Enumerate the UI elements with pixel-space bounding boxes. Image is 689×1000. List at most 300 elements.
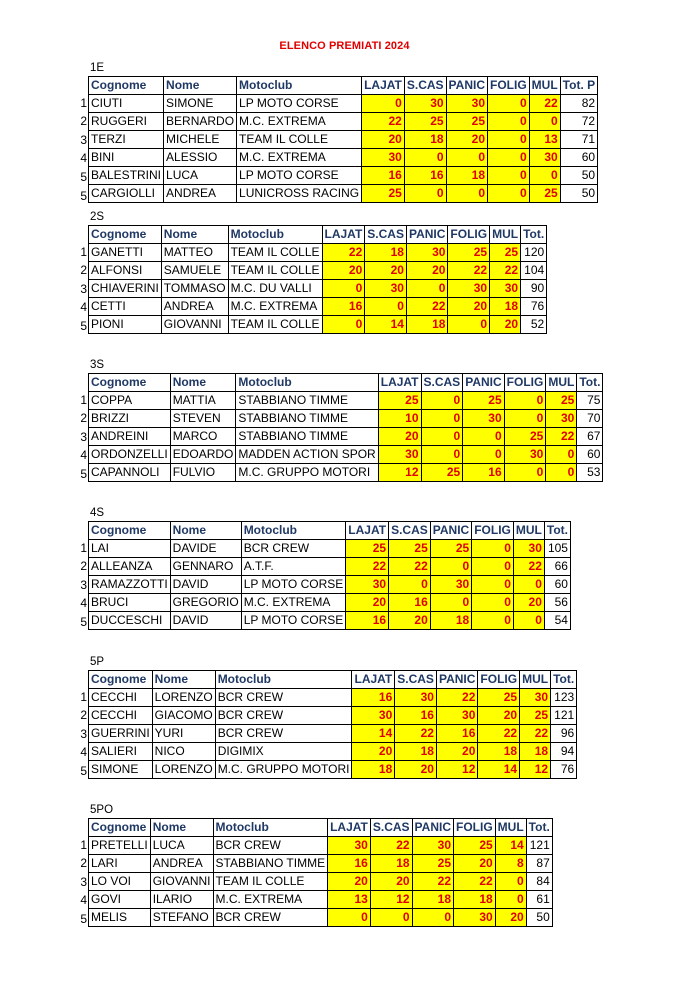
cell-score: 12 [370, 891, 412, 909]
cell-score: 30 [404, 95, 446, 113]
cell-score: 30 [446, 95, 487, 113]
table-row [89, 131, 598, 149]
cell-total: 70 [577, 410, 603, 428]
cell-nome: FULVIO [170, 464, 236, 482]
cell-motoclub: BCR CREW [215, 707, 352, 725]
header-foligno: FOLIG [478, 671, 520, 689]
table-row [89, 743, 577, 761]
cell-total: 50 [560, 167, 597, 185]
cell-total: 76 [521, 298, 547, 316]
cell-cognome: BINI [89, 149, 164, 167]
cell-motoclub: STABBIANO TIMME [236, 410, 378, 428]
cell-motoclub: M.C. EXTREMA [237, 149, 362, 167]
cell-score: 0 [365, 298, 407, 316]
table-row [89, 410, 603, 428]
table-row [89, 891, 553, 909]
header-motoclub: Motoclub [236, 374, 378, 392]
category-label: 1E [90, 62, 105, 74]
header-nome: Nome [161, 226, 228, 244]
cell-score: 16 [389, 594, 431, 612]
cell-score: 25 [504, 428, 546, 446]
cell-cognome: CIUTI [89, 95, 164, 113]
cell-score: 14 [478, 761, 520, 779]
cell-score: 25 [520, 707, 551, 725]
cell-score: 0 [472, 558, 514, 576]
cell-score: 22 [520, 725, 551, 743]
cell-nome: GIOVANNI [150, 873, 213, 891]
header-scasciano: S.CAS [404, 77, 446, 95]
cell-nome: ANDREA [161, 298, 228, 316]
cell-score: 18 [370, 855, 412, 873]
cell-nome: DAVID [170, 576, 241, 594]
cell-score: 16 [346, 612, 389, 630]
table-row [89, 167, 598, 185]
cell-cognome: TERZI [89, 131, 164, 149]
cell-motoclub: A.T.F. [241, 558, 346, 576]
table-row [89, 262, 547, 280]
cell-motoclub: STABBIANO TIMME [213, 855, 328, 873]
cell-score: 20 [436, 743, 477, 761]
cell-score: 0 [421, 410, 463, 428]
cell-cognome: LAI [89, 540, 171, 558]
cell-score: 22 [389, 558, 431, 576]
category-label: 5P [90, 656, 105, 668]
cell-cognome: GANETTI [89, 244, 162, 262]
cell-cognome: BALESTRINI [89, 167, 164, 185]
cell-score: 22 [412, 873, 453, 891]
cell-score: 0 [529, 113, 560, 131]
cell-score: 0 [446, 149, 487, 167]
cell-motoclub: LP MOTO CORSE [241, 576, 346, 594]
cell-nome: DAVID [170, 612, 241, 630]
cell-cognome: LO VOI [89, 873, 151, 891]
cell-cognome: CAPANNOLI [89, 464, 171, 482]
cell-total: 96 [551, 725, 577, 743]
cell-score: 14 [352, 725, 395, 743]
cell-score: 20 [362, 131, 405, 149]
cell-cognome: DUCCESCHI [89, 612, 171, 630]
cell-score: 22 [546, 428, 577, 446]
cell-score: 0 [362, 95, 405, 113]
rank-number: 1 [80, 244, 87, 259]
cell-score: 0 [430, 594, 471, 612]
cell-total: 120 [521, 244, 547, 262]
header-cognome: Cognome [89, 374, 171, 392]
cell-score: 22 [454, 873, 496, 891]
cell-score: 18 [446, 167, 487, 185]
cell-motoclub: TEAM IL COLLE [228, 244, 322, 262]
header-lajatico: LAJAT [378, 374, 421, 392]
cell-total: 121 [526, 837, 552, 855]
rank-number: 3 [80, 281, 87, 296]
header-cognome: Cognome [89, 819, 151, 837]
cell-motoclub: DIGIMIX [215, 743, 352, 761]
table-row [89, 576, 571, 594]
cell-motoclub: LP MOTO CORSE [237, 167, 362, 185]
header-nome: Nome [170, 374, 236, 392]
cell-score: 30 [504, 446, 546, 464]
table-row [89, 540, 571, 558]
cell-score: 0 [448, 316, 490, 334]
cell-score: 0 [370, 909, 412, 927]
cell-score: 10 [378, 410, 421, 428]
cell-motoclub: TEAM IL COLLE [213, 873, 328, 891]
cell-total: 61 [526, 891, 552, 909]
results-table [88, 373, 603, 482]
rank-number: 4 [80, 596, 87, 611]
table-header-row [89, 77, 598, 95]
rank-number: 4 [80, 448, 87, 463]
cell-score: 0 [513, 576, 544, 594]
category-label: 5PO [90, 804, 114, 816]
cell-total: 105 [544, 540, 570, 558]
cell-score: 0 [529, 167, 560, 185]
table-row [89, 464, 603, 482]
rank-number: 5 [80, 764, 87, 778]
cell-score: 30 [546, 410, 577, 428]
header-totale: Tot. [577, 374, 603, 392]
cell-total: 76 [551, 761, 577, 779]
cell-score: 0 [495, 873, 526, 891]
cell-motoclub: M.C. EXTREMA [237, 113, 362, 131]
table-row [89, 612, 571, 630]
table-row [89, 95, 598, 113]
cell-nome: LORENZO [152, 761, 215, 779]
cell-cognome: ALLEANZA [89, 558, 171, 576]
cell-nome: ALESSIO [164, 149, 237, 167]
cell-score: 16 [436, 725, 477, 743]
table-row [89, 707, 577, 725]
rank-number: 5 [80, 170, 87, 184]
cell-cognome: ORDONZELLI [89, 446, 171, 464]
rank-number: 1 [80, 392, 87, 407]
rank-number: 5 [80, 912, 87, 926]
cell-score: 20 [513, 594, 544, 612]
cell-score: 25 [448, 244, 490, 262]
header-scasciano: S.CAS [395, 671, 437, 689]
cell-score: 0 [472, 540, 514, 558]
cell-score: 0 [421, 446, 463, 464]
cell-score: 0 [421, 392, 463, 410]
cell-motoclub: LUNICROSS RACING [237, 185, 362, 203]
cell-score: 0 [421, 428, 463, 446]
cell-score: 0 [412, 909, 453, 927]
cell-score: 30 [436, 707, 477, 725]
cell-nome: GREGORIO [170, 594, 241, 612]
table-row [89, 725, 577, 743]
cell-nome: TOMMASO [161, 280, 228, 298]
cell-score: 22 [370, 837, 412, 855]
table-row [89, 149, 598, 167]
cell-nome: STEFANO [150, 909, 213, 927]
cell-score: 20 [365, 262, 407, 280]
header-motoclub: Motoclub [213, 819, 328, 837]
cell-total: 50 [560, 185, 597, 203]
header-panicale: PANIC [436, 671, 477, 689]
cell-total: 123 [551, 689, 577, 707]
header-lajatico: LAJAT [346, 522, 389, 540]
cell-score: 0 [404, 185, 446, 203]
cell-motoclub: M.C. GRUPPO MOTORI [236, 464, 378, 482]
rank-number: 3 [80, 874, 87, 889]
cell-score: 0 [406, 280, 447, 298]
cell-nome: GIACOMO [152, 707, 215, 725]
cell-score: 0 [488, 131, 530, 149]
cell-score: 0 [488, 95, 530, 113]
cell-nome: ANDREA [150, 855, 213, 873]
cell-nome: MATTIA [170, 392, 236, 410]
cell-motoclub: BCR CREW [213, 837, 328, 855]
rank-number: 3 [80, 577, 87, 592]
cell-score: 0 [328, 909, 371, 927]
cell-nome: LORENZO [152, 689, 215, 707]
results-table [88, 670, 577, 779]
cell-cognome: SIMONE [89, 761, 153, 779]
header-panicale: PANIC [412, 819, 453, 837]
table-row [89, 113, 598, 131]
cell-cognome: PIONI [89, 316, 162, 334]
cell-cognome: RUGGERI [89, 113, 164, 131]
header-mulazzo: MUL [513, 522, 544, 540]
header-motoclub: Motoclub [241, 522, 346, 540]
cell-cognome: CARGIOLLI [89, 185, 164, 203]
cell-score: 16 [362, 167, 405, 185]
rank-number: 1 [80, 837, 87, 852]
cell-motoclub: BCR CREW [213, 909, 328, 927]
table-row [89, 873, 553, 891]
rank-number: 1 [80, 95, 87, 110]
cell-score: 18 [490, 298, 521, 316]
cell-score: 20 [454, 855, 496, 873]
header-mulazzo: MUL [490, 226, 521, 244]
cell-cognome: COPPA [89, 392, 171, 410]
cell-cognome: RAMAZZOTTI [89, 576, 171, 594]
cell-total: 52 [521, 316, 547, 334]
cell-motoclub: TEAM IL COLLE [228, 316, 322, 334]
rank-number: 3 [80, 132, 87, 147]
cell-score: 0 [488, 113, 530, 131]
table-row [89, 837, 553, 855]
cell-score: 0 [472, 594, 514, 612]
cell-score: 16 [328, 855, 371, 873]
cell-score: 30 [490, 280, 521, 298]
rank-number: 2 [80, 559, 87, 574]
header-mulazzo: MUL [546, 374, 577, 392]
header-totale: Tot. [544, 522, 570, 540]
cell-total: 84 [526, 873, 552, 891]
cell-score: 22 [490, 262, 521, 280]
header-nome: Nome [164, 77, 237, 95]
results-table [88, 225, 547, 334]
rank-number: 3 [80, 726, 87, 741]
cell-score: 30 [378, 446, 421, 464]
cell-score: 20 [328, 873, 371, 891]
header-cognome: Cognome [89, 226, 162, 244]
cell-score: 20 [346, 594, 389, 612]
cell-score: 25 [490, 244, 521, 262]
cell-nome: LUCA [164, 167, 237, 185]
cell-total: 104 [521, 262, 547, 280]
header-foligno: FOLIG [454, 819, 496, 837]
cell-score: 0 [504, 464, 546, 482]
table-row [89, 392, 603, 410]
table-row [89, 761, 577, 779]
rank-number: 5 [80, 319, 87, 333]
cell-score: 25 [346, 540, 389, 558]
table-row [89, 446, 603, 464]
header-totale: Tot. [521, 226, 547, 244]
header-mulazzo: MUL [520, 671, 551, 689]
cell-score: 22 [448, 262, 490, 280]
cell-cognome: MELIS [89, 909, 151, 927]
cell-score: 0 [404, 149, 446, 167]
cell-cognome: PRETELLI [89, 837, 151, 855]
cell-score: 30 [328, 837, 371, 855]
cell-score: 12 [436, 761, 477, 779]
cell-nome: DAVIDE [170, 540, 241, 558]
cell-score: 20 [322, 262, 365, 280]
cell-cognome: ANDREINI [89, 428, 171, 446]
rank-number: 5 [80, 467, 87, 481]
cell-score: 25 [529, 185, 560, 203]
header-panicale: PANIC [446, 77, 487, 95]
cell-score: 30 [406, 244, 447, 262]
cell-score: 25 [362, 185, 405, 203]
table-header-row [89, 226, 547, 244]
cell-nome: MICHELE [164, 131, 237, 149]
header-lajatico: LAJAT [352, 671, 395, 689]
cell-score: 20 [478, 707, 520, 725]
cell-score: 0 [322, 316, 365, 334]
table-row [89, 280, 547, 298]
rank-number: 2 [80, 114, 87, 129]
header-cognome: Cognome [89, 77, 164, 95]
cell-score: 25 [389, 540, 431, 558]
cell-motoclub: MADDEN ACTION SPOR [236, 446, 378, 464]
cell-motoclub: BCR CREW [215, 725, 352, 743]
cell-score: 0 [463, 446, 504, 464]
header-scasciano: S.CAS [370, 819, 412, 837]
cell-score: 22 [362, 113, 405, 131]
cell-cognome: CETTI [89, 298, 162, 316]
cell-score: 30 [352, 707, 395, 725]
header-nome: Nome [170, 522, 241, 540]
rank-number: 4 [80, 151, 87, 166]
rank-number: 4 [80, 893, 87, 908]
cell-score: 22 [529, 95, 560, 113]
cell-score: 20 [370, 873, 412, 891]
cell-score: 18 [478, 743, 520, 761]
cell-cognome: GUERRINI [89, 725, 153, 743]
results-table [88, 76, 598, 203]
table-row [89, 855, 553, 873]
cell-motoclub: LP MOTO CORSE [237, 95, 362, 113]
header-motoclub: Motoclub [237, 77, 362, 95]
rank-number: 2 [80, 411, 87, 426]
cell-score: 22 [478, 725, 520, 743]
cell-total: 54 [544, 612, 570, 630]
cell-nome: ILARIO [150, 891, 213, 909]
cell-nome: GENNARO [170, 558, 241, 576]
cell-score: 14 [495, 837, 526, 855]
cell-score: 0 [495, 891, 526, 909]
cell-score: 25 [378, 392, 421, 410]
header-motoclub: Motoclub [215, 671, 352, 689]
header-totale: Tot. [526, 819, 552, 837]
rank-number: 5 [80, 615, 87, 629]
header-mulazzo: MUL [495, 819, 526, 837]
cell-score: 22 [346, 558, 389, 576]
cell-score: 0 [488, 167, 530, 185]
cell-motoclub: M.C. DU VALLI [228, 280, 322, 298]
cell-motoclub: M.C. GRUPPO MOTORI [215, 761, 352, 779]
cell-total: 87 [526, 855, 552, 873]
table-row [89, 909, 553, 927]
cell-total: 71 [560, 131, 597, 149]
cell-score: 20 [352, 743, 395, 761]
cell-score: 0 [472, 612, 514, 630]
header-panicale: PANIC [463, 374, 504, 392]
cell-cognome: CECCHI [89, 689, 153, 707]
cell-nome: STEVEN [170, 410, 236, 428]
results-table [88, 521, 571, 630]
cell-score: 0 [504, 392, 546, 410]
cell-score: 0 [488, 185, 530, 203]
header-foligno: FOLIG [504, 374, 546, 392]
cell-score: 18 [404, 131, 446, 149]
cell-score: 30 [520, 689, 551, 707]
cell-score: 22 [406, 298, 447, 316]
cell-score: 30 [448, 280, 490, 298]
cell-score: 14 [365, 316, 407, 334]
cell-score: 0 [389, 576, 431, 594]
cell-score: 20 [389, 612, 431, 630]
header-panicale: PANIC [406, 226, 447, 244]
rank-number: 4 [80, 300, 87, 315]
cell-nome: LUCA [150, 837, 213, 855]
rank-number: 5 [80, 188, 87, 203]
cell-total: 72 [560, 113, 597, 131]
header-totale: Tot. [551, 671, 577, 689]
cell-nome: BERNARDO [164, 113, 237, 131]
cell-score: 0 [463, 428, 504, 446]
rank-number: 2 [80, 856, 87, 871]
table-row [89, 185, 598, 203]
table-row [89, 316, 547, 334]
cell-score: 20 [490, 316, 521, 334]
table-row [89, 298, 547, 316]
cell-cognome: ALFONSI [89, 262, 162, 280]
cell-score: 0 [322, 280, 365, 298]
cell-nome: MARCO [170, 428, 236, 446]
table-row [89, 558, 571, 576]
cell-motoclub: M.C. EXTREMA [228, 298, 322, 316]
header-totale: Tot. P [560, 77, 597, 95]
cell-motoclub: TEAM IL COLLE [237, 131, 362, 149]
cell-score: 0 [430, 558, 471, 576]
cell-score: 30 [463, 410, 504, 428]
cell-score: 20 [395, 761, 437, 779]
cell-score: 12 [520, 761, 551, 779]
cell-nome: YURI [152, 725, 215, 743]
cell-score: 25 [446, 113, 487, 131]
cell-score: 30 [395, 689, 437, 707]
table-header-row [89, 819, 553, 837]
category-label: 4S [90, 507, 105, 519]
cell-motoclub: BCR CREW [241, 540, 346, 558]
cell-score: 13 [529, 131, 560, 149]
table-header-row [89, 522, 571, 540]
